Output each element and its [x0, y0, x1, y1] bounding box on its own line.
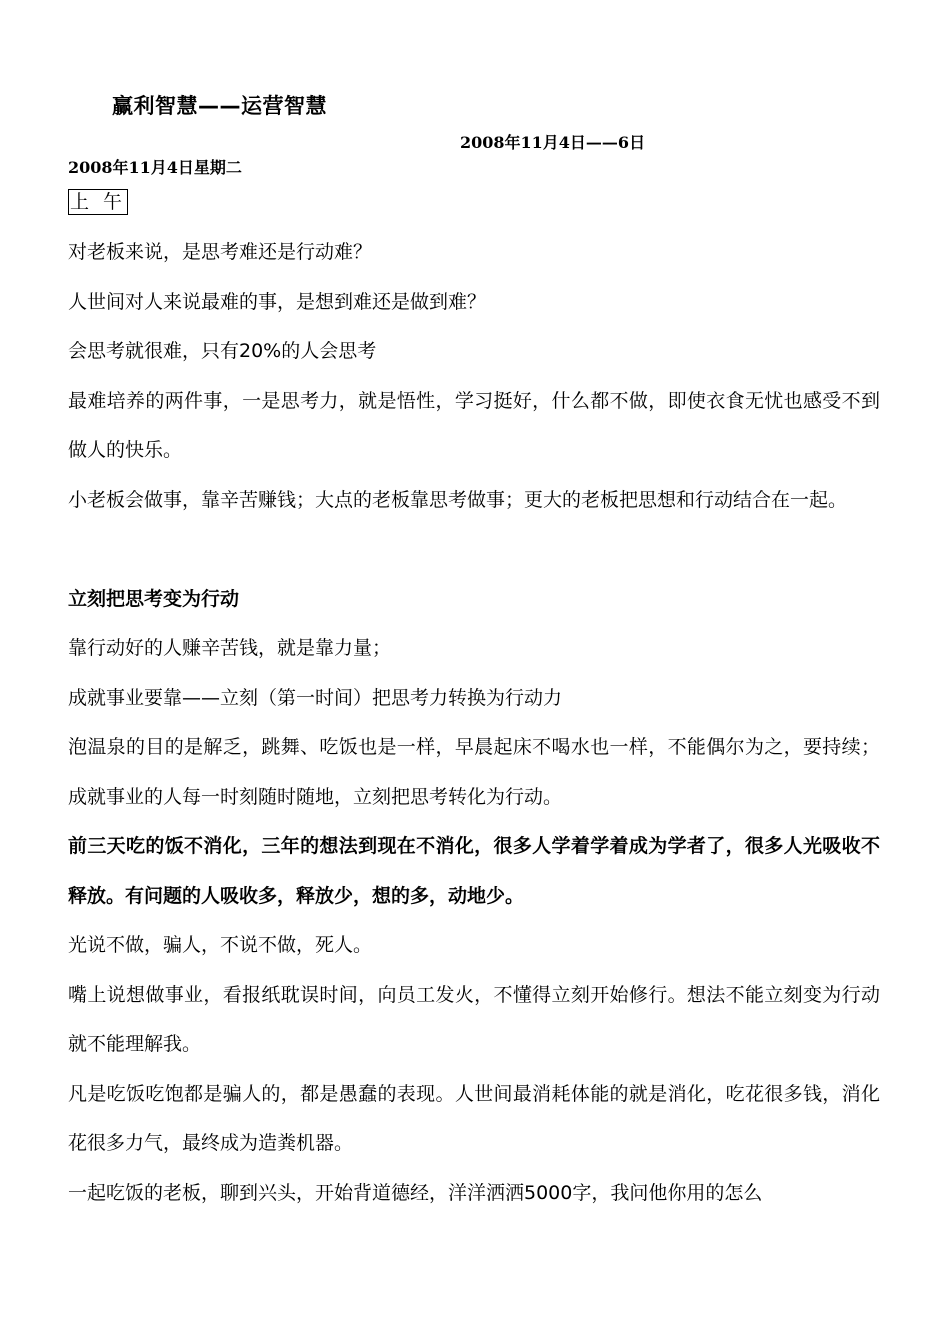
section-label-morning: 上 午	[70, 191, 127, 213]
paragraph: 人世间对人来说最难的事，是想到难还是做到难？	[68, 290, 487, 313]
paragraph: 靠行动好的人赚辛苦钱，就是靠力量；	[68, 637, 392, 659]
section-heading: 立刻把思考变为行动	[68, 587, 240, 610]
document-title: 赢利智慧——运营智慧	[112, 94, 327, 118]
paragraph: 最难培养的两件事，一是思考力，就是悟性，学习挺好，什么都不做，即使衣食无忧也感受不到做人的快乐。	[68, 389, 880, 461]
paragraph: 对老板来说，是思考难还是行动难？	[68, 241, 373, 263]
paragraph: 凡是吃饭吃饱都是骗人的，都是愚蠢的表现。人世间最消耗体能的就是消化，吃花很多钱，消化花很多力气，最终成为造粪机器。	[68, 1082, 880, 1154]
document-body	[68, 228, 880, 1218]
date-range: 2008年11月4日——6日	[460, 133, 646, 152]
paragraph: 会思考就很难，只有20%的人会思考	[68, 340, 377, 362]
date-line: 2008年11月4日星期二	[68, 158, 242, 177]
paragraph: 泡温泉的目的是解乏，跳舞、吃饭也是一样，早晨起床不喝水也一样，不能偶尔为之，要持续；成就事业的人每一时刻随时随地，立刻把思考转化为行动。	[68, 736, 880, 808]
blank-line	[68, 525, 880, 575]
paragraph: 嘴上说想做事业，看报纸耽误时间，向员工发火，不懂得立刻开始修行。想法不能立刻变为行动就不能理解我。	[68, 983, 880, 1055]
paragraph: 小老板会做事，靠辛苦赚钱；大点的老板靠思考做事；更大的老板把思想和行动结合在一起。	[68, 488, 848, 511]
paragraph-bold: 前三天吃的饭不消化，三年的想法到现在不消化，很多人学着学着成为学者了，很多人光吸收不释放。有问题的人吸收多，释放少，想的多，动地少。	[68, 835, 880, 907]
paragraph: 成就事业要靠——立刻（第一时间）把思考力转换为行动力	[68, 686, 563, 709]
paragraph: 光说不做，骗人，不说不做，死人。	[68, 934, 373, 956]
paragraph: 一起吃饭的老板，聊到兴头，开始背道德经，洋洋洒洒5000字，我问他你用的怎么	[68, 1181, 763, 1204]
